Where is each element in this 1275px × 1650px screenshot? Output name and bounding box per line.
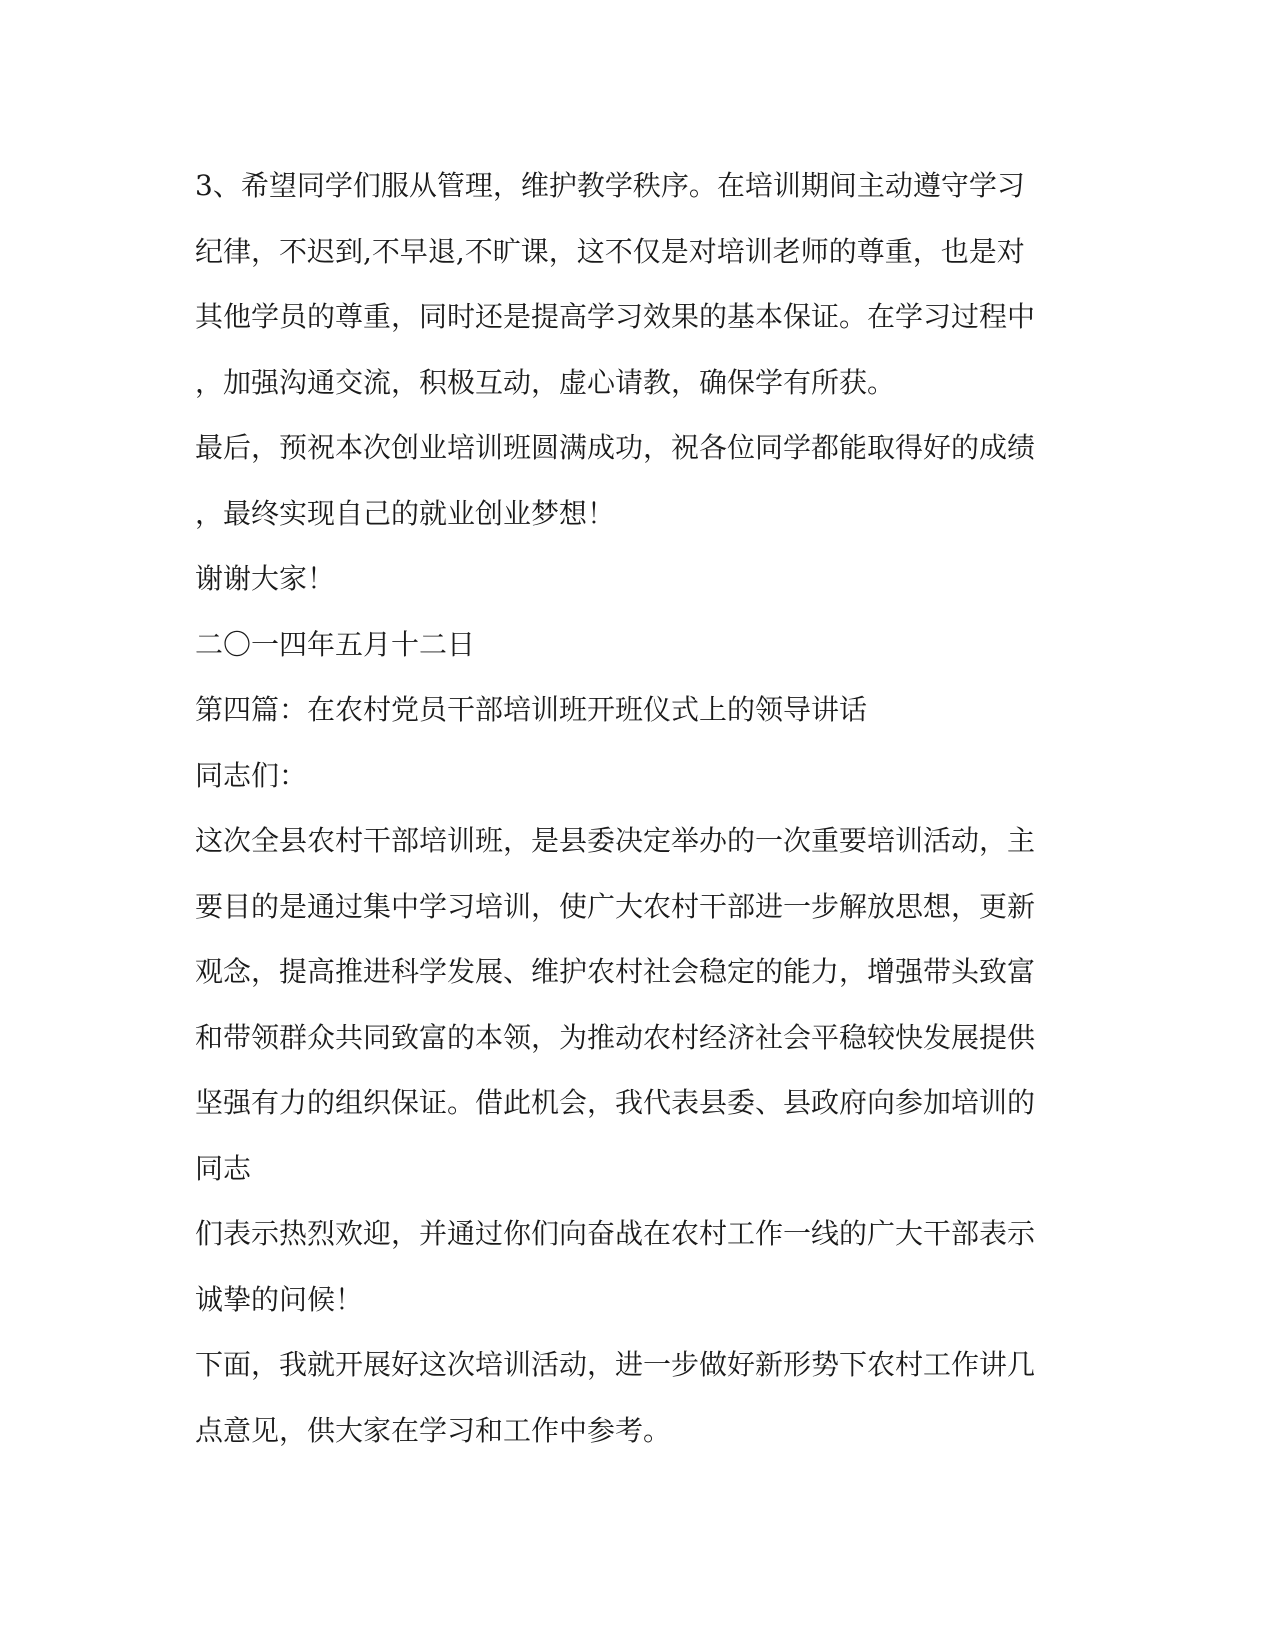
text-line: 坚强有力的组织保证。借此机会，我代表县委、县政府向参加培训的: [195, 1086, 1036, 1119]
text-line: 这次全县农村干部培训班，是县委决定举办的一次重要培训活动，主: [195, 824, 1036, 857]
section-title: 第四篇：在农村党员干部培训班开班仪式上的领导讲话: [195, 693, 868, 726]
text-line: 其他学员的尊重，同时还是提高学习效果的基本保证。在学习过程中: [195, 300, 1036, 333]
text-line: 最后，预祝本次创业培训班圆满成功，祝各位同学都能取得好的成绩: [195, 431, 1036, 464]
salutation: 同志们：: [195, 758, 308, 792]
text-line: 和带领群众共同致富的本领，为推动农村经济社会平稳较快发展提供: [195, 1020, 1036, 1054]
text-line: 下面，我就开展好这次培训活动，进一步做好新形势下农村工作讲几: [195, 1348, 1036, 1381]
text-line: 诚挚的问候！: [195, 1282, 364, 1316]
date-line: 二〇一四年五月十二日: [195, 627, 476, 661]
document-body: [195, 153, 1095, 1463]
text-line: 同志: [195, 1151, 252, 1185]
text-line: 纪律，不迟到,不早退,不旷课，这不仅是对培训老师的尊重，也是对: [195, 234, 1025, 268]
text-line: ，最终实现自己的就业创业梦想！: [195, 496, 616, 530]
closing-thanks: 谢谢大家！: [195, 562, 336, 595]
text-line: 观念，提高推进科学发展、维护农村社会稳定的能力，增强带头致富: [195, 955, 1036, 988]
text-line: ，加强沟通交流，积极互动，虚心请教，确保学有所获。: [195, 365, 896, 399]
text-line: 要目的是通过集中学习培训，使广大农村干部进一步解放思想，更新: [195, 889, 1036, 923]
text-line: 3、希望同学们服从管理，维护教学秩序。在培训期间主动遵守学习: [195, 169, 1025, 202]
text-line: 点意见，供大家在学习和工作中参考。: [195, 1413, 672, 1447]
text-line: 们表示热烈欢迎，并通过你们向奋战在农村工作一线的广大干部表示: [195, 1217, 1036, 1250]
